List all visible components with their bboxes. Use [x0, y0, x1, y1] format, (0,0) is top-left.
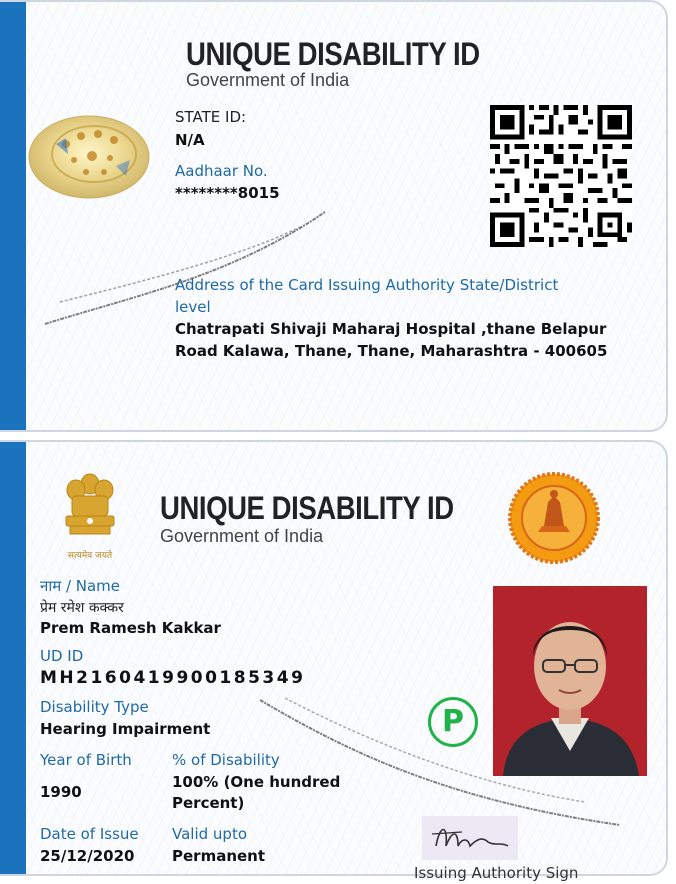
name-value: Prem Ramesh Kakkar	[40, 619, 221, 637]
date-of-issue-value: 25/12/2020	[40, 847, 135, 865]
udid-label: UD ID	[40, 647, 84, 665]
disability-percent-line1: 100% (One hundred	[172, 773, 341, 791]
disability-percent-label: % of Disability	[172, 751, 280, 769]
address-label-line2: level	[175, 298, 211, 316]
valid-upto-value: Permanent	[172, 847, 266, 865]
address-line2: Road Kalawa, Thane, Thane, Maharashtra - 400605	[175, 342, 608, 360]
card-subtitle: Government of India	[160, 526, 324, 546]
sign-caption: Issuing Authority Sign	[414, 864, 579, 882]
qr-code	[490, 105, 632, 247]
disability-percent-line2: Percent)	[172, 794, 245, 812]
card-title: UNIQUE DISABILITY ID	[160, 490, 454, 526]
cardholder-photo	[493, 586, 647, 776]
card-blue-strip	[0, 442, 26, 874]
valid-upto-label: Valid upto	[172, 825, 247, 843]
card-blue-strip	[0, 2, 26, 430]
disability-type-label: Disability Type	[40, 698, 149, 716]
state-id-label: STATE ID:	[175, 108, 247, 126]
year-of-birth-label: Year of Birth	[40, 751, 132, 769]
state-seal-icon	[508, 472, 600, 564]
emblem-caption: सत्यमेव जयते	[67, 551, 113, 561]
name-hindi: प्रेम रमेश कक्कर	[40, 600, 124, 616]
udid-card-back	[0, 0, 668, 432]
national-emblem-icon	[56, 470, 124, 556]
udid-value: MH2160419900185349	[40, 668, 306, 688]
name-label: नाम / Name	[40, 577, 121, 595]
aadhaar-value: ********8015	[175, 184, 280, 202]
aadhaar-label: Aadhaar No.	[175, 162, 268, 180]
date-of-issue-label: Date of Issue	[40, 825, 139, 843]
permanent-badge: P	[428, 697, 478, 747]
address-label: Address of the Card Issuing Authority State/District	[175, 276, 559, 294]
disability-type-value: Hearing Impairment	[40, 720, 211, 738]
address-line1: Chatrapati Shivaji Maharaj Hospital ,thane Belapur	[175, 320, 607, 338]
hologram-icon	[26, 114, 152, 200]
authority-signature	[422, 816, 518, 860]
year-of-birth-value: 1990	[40, 783, 82, 801]
state-id-value: N/A	[175, 131, 205, 149]
card-subtitle: Government of India	[186, 70, 350, 90]
card-title: UNIQUE DISABILITY ID	[186, 36, 480, 72]
